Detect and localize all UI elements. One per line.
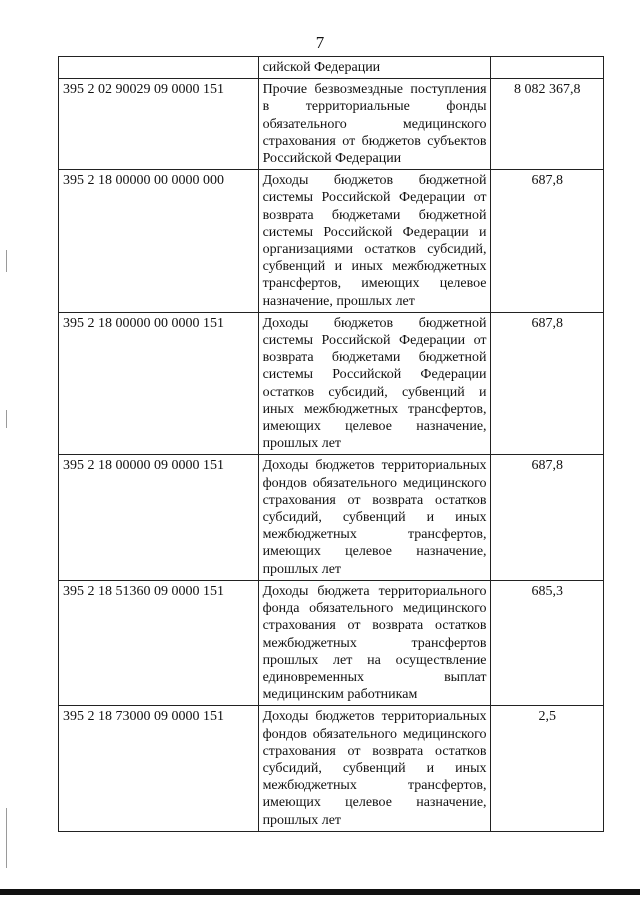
budget-table-body	[59, 57, 604, 832]
description-cell: Доходы бюджетов территориальных фондов обязательного медицинского страхования от возврата остатков субсидий, субвенций и иных межбюджетных трансфертов, имеющих целевое назначение, прошлых лет	[258, 455, 490, 580]
table-row	[59, 706, 604, 831]
scan-edge-mark	[6, 808, 7, 868]
table-row	[59, 455, 604, 580]
scan-edge-mark	[6, 250, 7, 272]
amount-cell: 687,8	[490, 312, 603, 455]
code-cell: 395 2 18 51360 09 0000 151	[59, 580, 259, 705]
amount-cell: 687,8	[490, 170, 603, 313]
code-cell: 395 2 18 73000 09 0000 151	[59, 706, 259, 831]
table-row	[59, 79, 604, 170]
amount-cell: 685,3	[490, 580, 603, 705]
table-row	[59, 312, 604, 455]
table-row	[59, 580, 604, 705]
amount-cell: 687,8	[490, 455, 603, 580]
amount-cell: 2,5	[490, 706, 603, 831]
budget-table	[58, 56, 604, 832]
description-cell: Доходы бюджетов бюджетной системы Российской Федерации от возврата бюджетами бюджетной системы Российской Федерации остатков субсидий, субвенций и иных межбюджетных трансфертов, имеющих целевое назначение, прошлых лет	[258, 312, 490, 455]
scan-edge-mark	[6, 410, 7, 428]
table-row	[59, 170, 604, 313]
amount-cell: 8 082 367,8	[490, 79, 603, 170]
scan-bottom-border	[0, 889, 640, 895]
amount-cell	[490, 57, 603, 79]
description-cell: Прочие безвозмездные поступления в территориальные фонды обязательного медицинского страхования от бюджетов субъектов Российской Федерации	[258, 79, 490, 170]
page-number: 7	[315, 33, 325, 52]
description-cell: Доходы бюджета территориального фонда обязательного медицинского страхования от возврата остатков межбюджетных трансфертов прошлых лет на осуществление единовременных выплат медицинским работникам	[258, 580, 490, 705]
code-cell: 395 2 02 90029 09 0000 151	[59, 79, 259, 170]
code-cell: 395 2 18 00000 09 0000 151	[59, 455, 259, 580]
description-cell: Доходы бюджетов бюджетной системы Российской Федерации от возврата бюджетами бюджетной системы Российской Федерации и организациями остатков субсидий, субвенций и иных межбюджетных трансфертов, имеющих целевое назначение, прошлых лет	[258, 170, 490, 313]
description-cell: сийской Федерации	[258, 57, 490, 79]
description-cell: Доходы бюджетов территориальных фондов обязательного медицинского страхования от возврата остатков субсидий, субвенций и иных межбюджетных трансфертов, имеющих целевое назначение, прошлых лет	[258, 706, 490, 831]
code-cell	[59, 57, 259, 79]
code-cell: 395 2 18 00000 00 0000 151	[59, 312, 259, 455]
code-cell: 395 2 18 00000 00 0000 000	[59, 170, 259, 313]
table-row	[59, 57, 604, 79]
